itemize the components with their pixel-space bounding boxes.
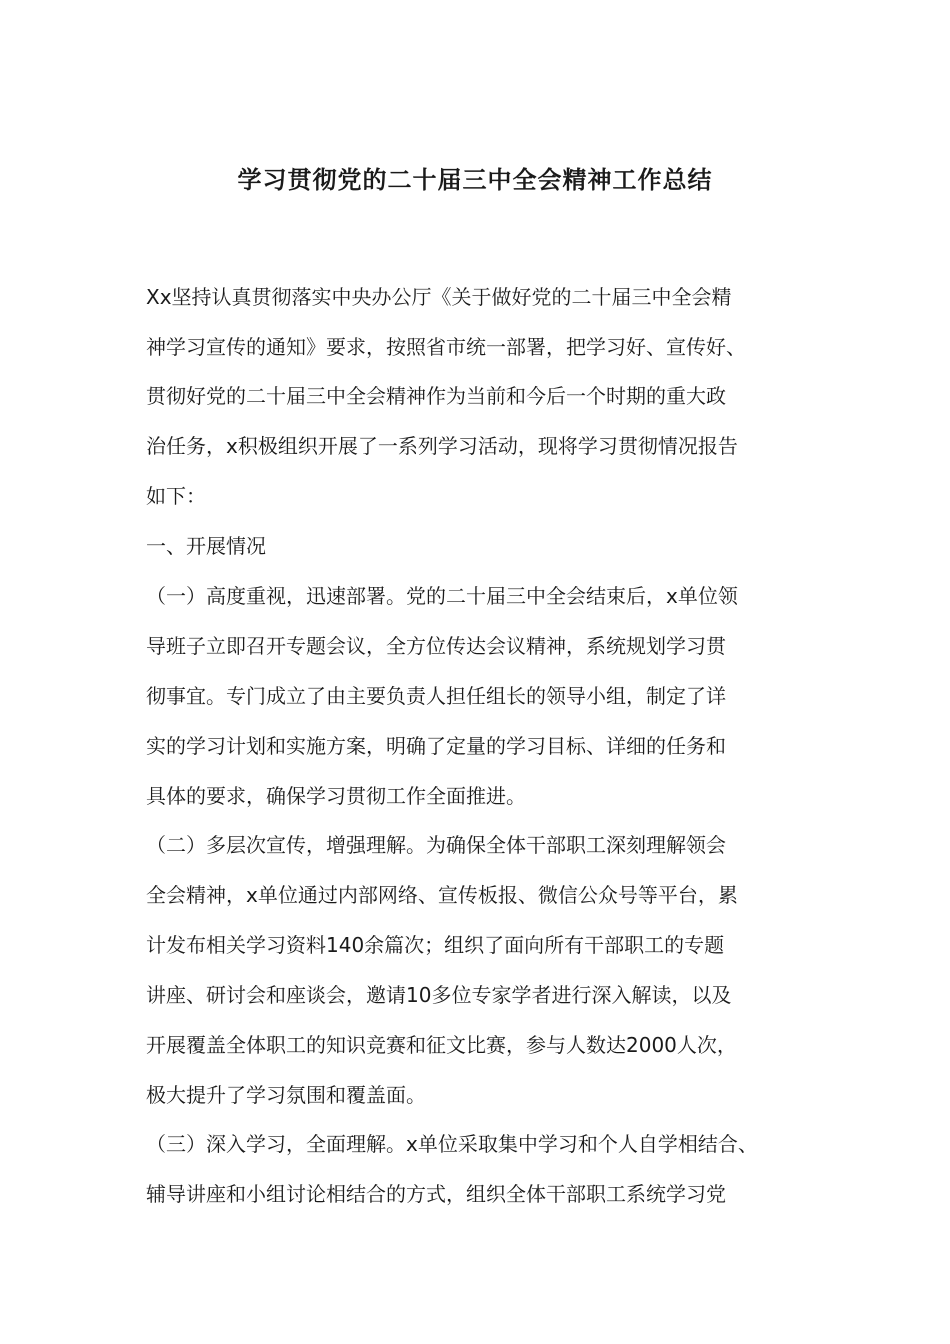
body-line: 开展覆盖全体职工的知识竞赛和征文比赛，参与人数达2000人次， xyxy=(146,1033,737,1057)
body-line: （三）深入学习，全面理解。x单位采取集中学习和个人自学相结合、 xyxy=(146,1132,758,1156)
body-line: 讲座、研讨会和座谈会，邀请10多位专家学者进行深入解读，以及 xyxy=(146,983,732,1007)
section-heading: 一、开展情况 xyxy=(146,534,266,558)
body-line: 贯彻好党的二十届三中全会精神作为当前和今后一个时期的重大政 xyxy=(146,384,726,408)
body-line: 如下： xyxy=(146,484,206,508)
body-line: 神学习宣传的通知》要求，按照省市统一部署，把学习好、宣传好、 xyxy=(146,335,746,359)
body-line: 极大提升了学习氛围和覆盖面。 xyxy=(146,1083,426,1107)
body-line: 辅导讲座和小组讨论相结合的方式，组织全体干部职工系统学习党 xyxy=(146,1182,726,1206)
body-line: 导班子立即召开专题会议，全方位传达会议精神，系统规划学习贯 xyxy=(146,634,726,658)
document-title: 学习贯彻党的二十届三中全会精神工作总结 xyxy=(237,166,713,194)
body-line: 具体的要求，确保学习贯彻工作全面推进。 xyxy=(146,784,526,808)
body-line: 计发布相关学习资料140余篇次；组织了面向所有干部职工的专题 xyxy=(146,933,725,957)
body-line: 彻事宜。专门成立了由主要负责人担任组长的领导小组，制定了详 xyxy=(146,684,726,708)
body-line: 治任务，x积极组织开展了一系列学习活动，现将学习贯彻情况报告 xyxy=(146,434,738,458)
body-line: （二）多层次宣传，增强理解。为确保全体干部职工深刻理解领会 xyxy=(146,833,726,857)
body-line: 全会精神，x单位通过内部网络、宣传板报、微信公众号等平台，累 xyxy=(146,883,738,907)
body-line: Xx坚持认真贯彻落实中央办公厅《关于做好党的二十届三中全会精 xyxy=(146,285,732,309)
body-line: 实的学习计划和实施方案，明确了定量的学习目标、详细的任务和 xyxy=(146,734,726,758)
body-line: （一）高度重视，迅速部署。党的二十届三中全会结束后，x单位领 xyxy=(146,584,738,608)
